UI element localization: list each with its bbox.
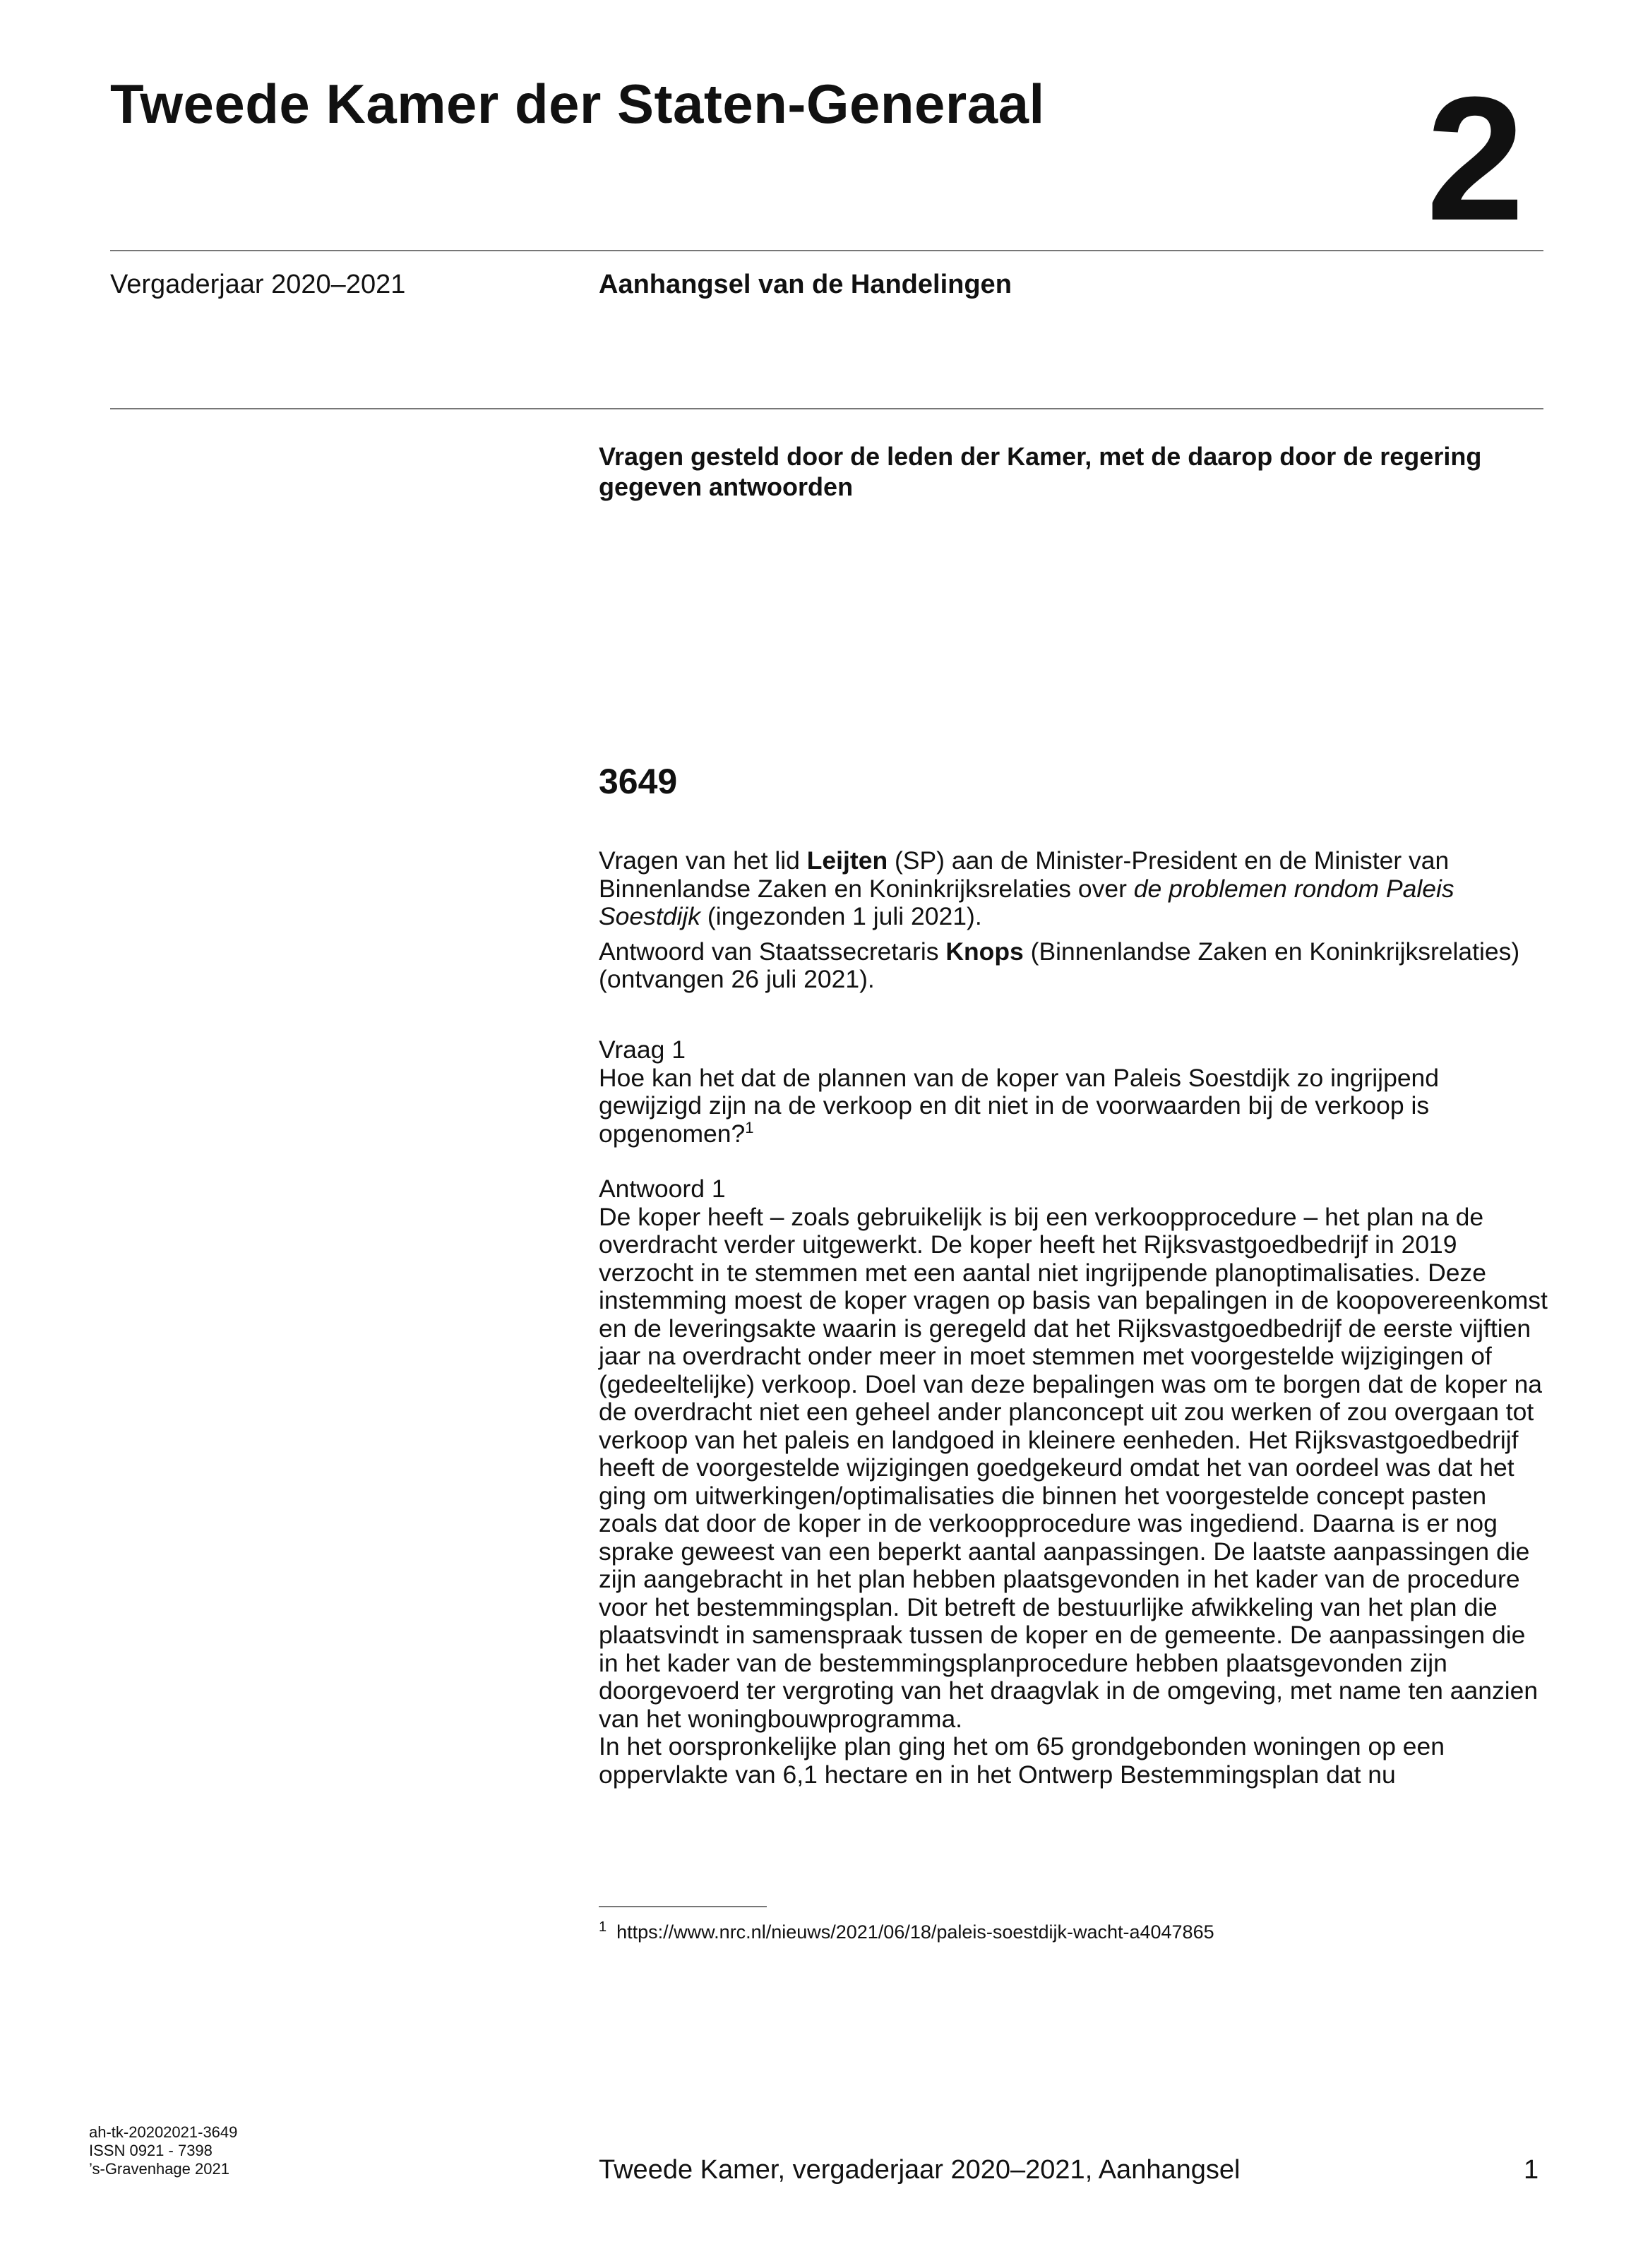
session-year: Vergaderjaar 2020–2021 [110, 270, 406, 299]
question-1 [599, 1036, 1548, 1148]
footer-text: Tweede Kamer, vergaderjaar 2020–2021, Aanhangsel [599, 2155, 1241, 2185]
document-number: 3649 [599, 762, 678, 801]
questions-intro: Vragen van het lid Leijten (SP) aan de Minister-President en de Minister van Binnenlandse Zaken en Koninkrijksrelaties over de problemen rondom Paleis Soestdijk (ingezonden 1 juli 2021). [599, 846, 1454, 930]
footnote-divider [599, 1906, 767, 1907]
answer-paragraph: In het oorspronkelijke plan ging het om 65 grondgebonden woningen op een oppervlakte van 6,1 hectare en in het Ontwerp Bestemmingsplan dat nu [599, 1732, 1445, 1789]
page-title: Tweede Kamer der Staten-Generaal [110, 73, 1045, 135]
section-subtitle: Vragen gesteld door de leden der Kamer, met de daarop door de regering gegeven antwoorden [599, 442, 1482, 501]
publication-name: Aanhangsel van de Handelingen [599, 270, 1012, 299]
question-subject: de problemen rondom Paleis Soestdijk [599, 874, 1454, 930]
answer-paragraph: De koper heeft – zoals gebruikelijk is bij een verkoopprocedure – het plan na de overdracht verder uitgewerkt. De koper heeft het Rijksvastgoedbedrijf in 2019 verzocht in te stemmen met een aantal niet ingrijpende planoptimalisaties. Deze instemming moest de koper vragen op basis van bepalingen in de koopovereenkomst en de leveringsakte waarin is geregeld dat het Rijksvastgoedbedrijf de eerste vijftien jaar na overdracht onder meer in moet stemmen met voorgestelde wijzigingen of (gedeeltelijke) verkoop. Doel van deze bepalingen was om te borgen dat de koper na de overdracht niet een geheel ander planconcept uit zou werken of zou overgaan tot verkoop van het paleis en landgoed in kleinere eenheden. Het Rijksvastgoedbedrijf heeft de voorgestelde wijzigingen goedgekeurd omdat het van oordeel was dat het ging om uitwerkingen/optimalisaties die binnen het voorgestelde concept pasten zoals dat door de koper in de verkoopprocedure was ingediend. Daarna is er nog sprake geweest van een beperkt aantal aanpassingen. De laatste aanpassingen die zijn aangebracht in het plan hebben plaatsgevonden in het kader van de procedure voor het bestemmingsplan. Dit betreft de bestuurlijke afwikkeling van het plan die plaatsvindt in samenspraak tussen de koper en de gemeente. De aanpassingen die in het kader van de bestemmingsplanprocedure hebben plaatsgevonden zijn doorgevoerd ter vergroting van het draagvlak in de omgeving, met name ten aanzien van het woningbouwprogramma. [599, 1202, 1548, 1733]
volume-number: 2 [1426, 60, 1525, 257]
divider [110, 250, 1543, 251]
issn: ISSN 0921 - 7398 [89, 2142, 213, 2159]
document-id: ah-tk-20202021-3649 [89, 2123, 238, 2141]
document-meta [89, 2123, 237, 2178]
question-text: Hoe kan het dat de plannen van de koper van Paleis Soestdijk zo ingrijpend gewijzigd zijn na de verkoop en dit niet in de voorwaarden bij de verkoop is opgenomen?$^1$ [599, 1063, 1440, 1148]
answer-label: Antwoord 1 [599, 1175, 726, 1203]
divider [110, 408, 1543, 409]
place-year: ’s-Gravenhage 2021 [89, 2160, 229, 2178]
answer-1 [599, 1175, 1548, 1789]
member-name: Leijten [806, 846, 888, 875]
question-label: Vraag 1 [599, 1036, 686, 1064]
footnote-link[interactable]: https://www.nrc.nl/nieuws/2021/06/18/paleis-soestdijk-wacht-a4047865 [616, 1921, 1214, 1943]
footnote-ref: 1 [745, 1118, 754, 1136]
respondent-name: Knops [945, 937, 1024, 966]
intro-block [599, 847, 1548, 994]
page-number: 1 [1524, 2155, 1539, 2185]
footnote-number: 1 [599, 1919, 607, 1935]
footnote [599, 1921, 1214, 1943]
answer-intro: Antwoord van Staatssecretaris Knops (Binnenlandse Zaken en Koninkrijksrelaties) (ontvangen 26 juli 2021). [599, 937, 1520, 993]
